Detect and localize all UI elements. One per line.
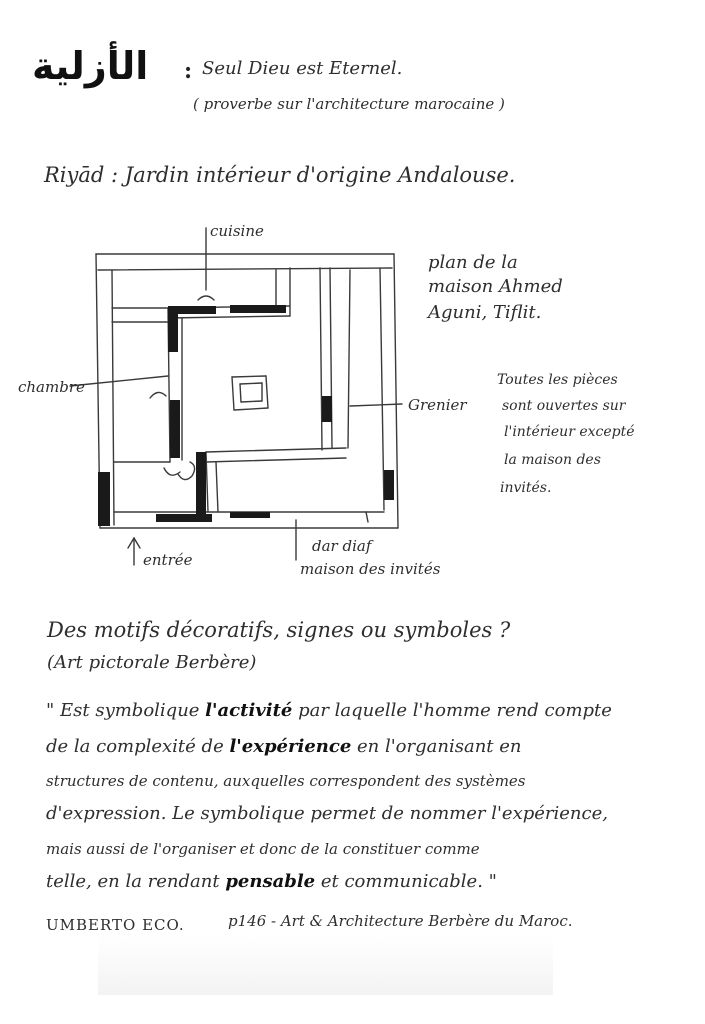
quote-line-1-end: par laquelle l'homme rend compte <box>292 700 612 721</box>
quote-emphasis-experience: l'expérience <box>229 736 352 757</box>
plan-note-line-5: invités. <box>500 480 552 496</box>
plan-title-line-2: maison Ahmed <box>428 276 563 297</box>
proverb-source: ( proverbe sur l'architecture marocaine ) <box>193 95 505 113</box>
arabic-calligraphy-title: الأزلية <box>32 44 149 88</box>
plan-label-chambre: chambre <box>18 378 85 396</box>
riyad-definition: Riyād : Jardin intérieur d'origine Andalouse. <box>44 163 516 187</box>
plan-label-maison-invites: maison des invités <box>300 560 441 578</box>
quote-line-2 <box>46 736 521 757</box>
question-heading: Des motifs décoratifs, signes ou symboles ? <box>47 618 511 642</box>
proverb-line: Seul Dieu est Eternel. <box>202 58 403 79</box>
quote-line-1-start: " Est symbolique <box>46 700 206 721</box>
citation-author: UMBERTO ECO. <box>46 916 185 934</box>
plan-note-line-2: sont ouvertes sur <box>502 398 626 414</box>
quote-emphasis-pensable: pensable <box>225 871 316 892</box>
plan-label-entree: entrée <box>143 551 193 569</box>
citation-reference: p146 - Art & Architecture Berbère du Maroc. <box>228 912 573 930</box>
plan-label-cuisine: cuisine <box>210 222 264 240</box>
plan-note-line-1: Toutes les pièces <box>497 372 618 388</box>
plan-note-line-4: la maison des <box>504 452 601 468</box>
plan-label-grenier: Grenier <box>408 396 467 414</box>
title-colon: : <box>184 58 193 84</box>
quote-line-6 <box>46 871 497 892</box>
quote-line-2-start: de la complexité de <box>46 736 230 757</box>
plan-title-line-1: plan de la <box>428 252 518 273</box>
quote-line-2-end: en l'organisant en <box>351 736 522 757</box>
quote-line-4: d'expression. Le symbolique permet de nommer l'expérience, <box>46 803 608 824</box>
plan-note-line-3: l'intérieur excepté <box>504 424 635 440</box>
paper-smudge <box>98 935 553 995</box>
quote-line-6-end: et communicable. " <box>315 871 497 892</box>
quote-line-5: mais aussi de l'organiser et donc de la constituer comme <box>46 840 480 858</box>
plan-title-line-3: Aguni, Tiflit. <box>428 302 542 323</box>
quote-line-1 <box>46 700 612 721</box>
quote-line-3: structures de contenu, auxquelles correspondent des systèmes <box>46 772 526 790</box>
plan-label-dar-diaf: dar diaf <box>312 537 372 555</box>
question-subheading: (Art pictorale Berbère) <box>47 652 257 673</box>
quote-line-6-start: telle, en la rendant <box>46 871 226 892</box>
quote-emphasis-activite: l'activité <box>205 700 293 721</box>
